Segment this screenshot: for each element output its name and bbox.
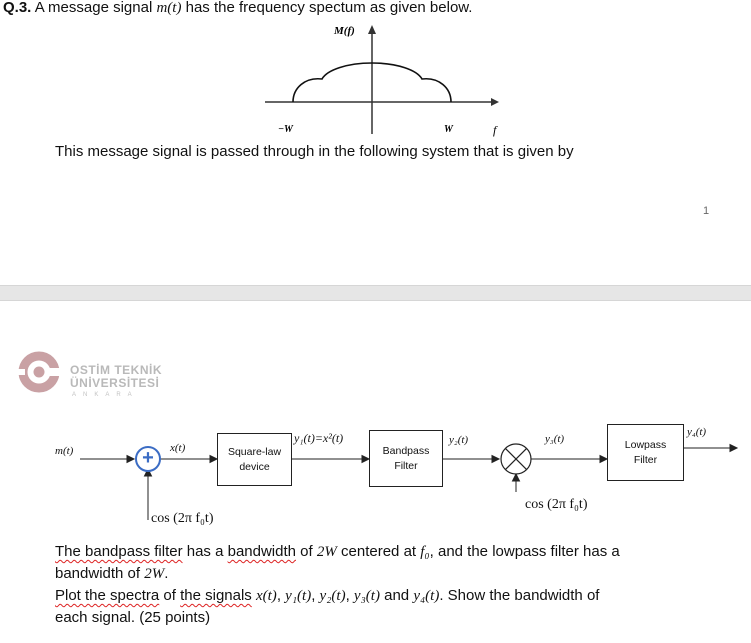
page-number: 1 — [703, 205, 710, 217]
adder-carrier-label: cos (2π f₀t) — [151, 511, 214, 526]
adder-plus-icon: + — [142, 447, 154, 469]
pos-w-tick: W — [444, 124, 453, 135]
bandpass-block — [369, 430, 443, 487]
y3-label: y₃(t) — [545, 433, 565, 445]
bandpass-line-1: Bandpass — [382, 444, 430, 457]
x-label: x(t) — [170, 442, 186, 454]
logo-city: ANKARA — [72, 392, 139, 398]
y4-label: y₄(t) — [687, 426, 707, 438]
square-law-block — [217, 433, 292, 486]
question-title — [3, 0, 472, 17]
square-law-line-1: Square-law — [227, 445, 282, 458]
paragraph-line-2: bandwidth of 2W. — [55, 565, 169, 582]
y2-label: y₂(t) — [449, 434, 469, 446]
logo-line-2: ÜNİVERSİTESİ — [70, 376, 160, 390]
lowpass-line-1: Lowpass — [624, 438, 667, 451]
question-intro-start: A message signal — [34, 0, 157, 16]
mixer-carrier-label: cos (2π f₀t) — [525, 497, 588, 512]
paragraph-line-1: The bandpass filter has a bandwidth of 2W centered at f₀, and the lowpass filter has a — [55, 543, 620, 560]
university-logo-icon — [15, 346, 67, 398]
lowpass-block — [607, 424, 684, 481]
bandpass-line-2: Filter — [394, 459, 418, 472]
neg-w-tick: −W — [278, 124, 293, 135]
paragraph-line-4: each signal. (25 points) — [55, 609, 211, 626]
paragraph-line-3: Plot the spectra of the signals x(t), y₁(t), y₂(t), y₃(t) and y₄(t). Show the bandwidth of — [55, 587, 600, 604]
square-law-line-2: device — [239, 460, 270, 473]
spectrum-y-label: M(f) — [334, 25, 355, 37]
question-intro-end: has the frequency spectum as given below. — [181, 0, 473, 16]
problem-paragraph — [55, 541, 745, 629]
magnitude-axis-arrow — [368, 25, 376, 34]
page-separator — [0, 285, 751, 301]
frequency-axis-arrow — [491, 98, 499, 106]
logo-line-1: OSTİM TEKNİK — [70, 363, 162, 377]
input-label: m(t) — [55, 445, 74, 457]
question-number: Q.3. — [3, 0, 32, 16]
y1-label: y₁(t)=x²(t) — [294, 431, 344, 445]
lowpass-line-2: Filter — [633, 453, 658, 466]
signal-symbol: m(t) — [156, 0, 182, 16]
spectrum-x-label: f — [493, 123, 497, 137]
spectrum-plot — [255, 22, 505, 140]
system-intro-text: This message signal is passed through in the following system that is given by — [55, 143, 574, 160]
